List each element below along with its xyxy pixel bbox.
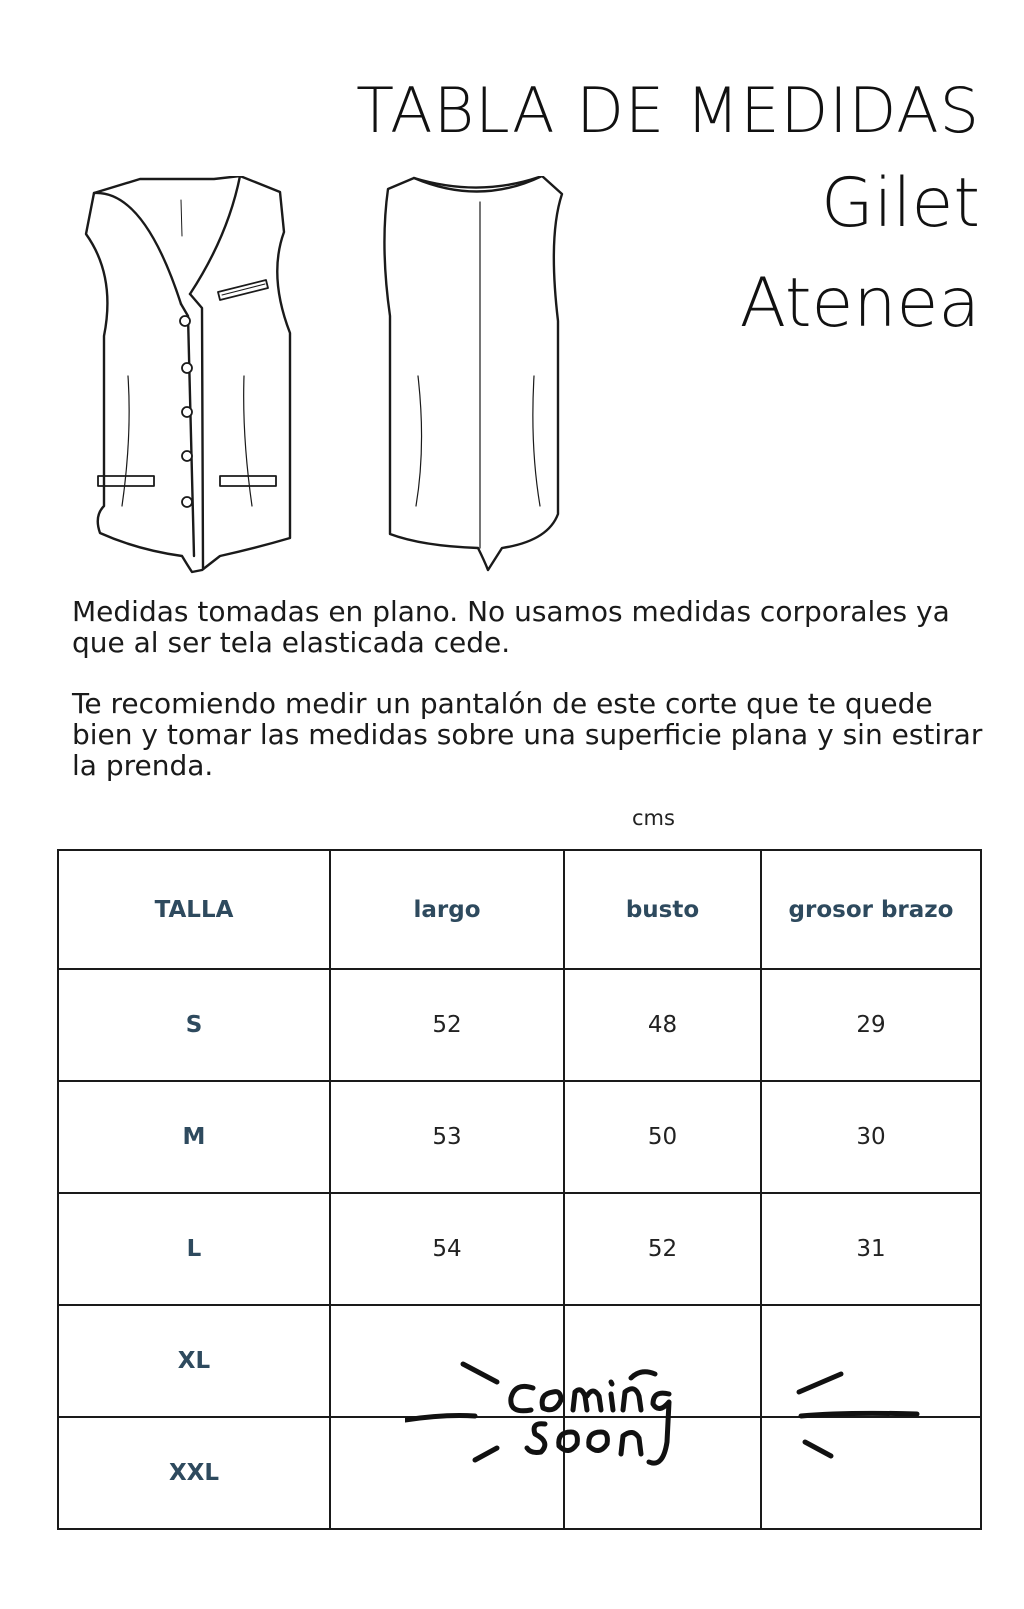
header-talla: TALLA [58, 850, 330, 969]
note-paragraph-1: Medidas tomadas en plano. No usamos medidas corporales ya que al ser tela elasticada cede. [72, 595, 950, 659]
table-row [58, 1193, 981, 1305]
page-title: TABLA DE MEDIDAS [356, 74, 980, 147]
size-cell: L [58, 1193, 330, 1305]
header-grosor-brazo: grosor brazo [761, 850, 981, 969]
grosor-cell: 30 [761, 1081, 981, 1193]
busto-cell: 48 [564, 969, 761, 1081]
size-cell: S [58, 969, 330, 1081]
vest-front-icon [78, 176, 318, 574]
measurement-notes [72, 596, 992, 781]
busto-cell: 50 [564, 1081, 761, 1193]
coming-soon-stamp [405, 1352, 925, 1502]
table-header-row [58, 850, 981, 969]
product-type: Gilet [821, 164, 980, 243]
vest-back-icon [380, 176, 595, 574]
largo-cell: 52 [330, 969, 564, 1081]
largo-cell: 54 [330, 1193, 564, 1305]
product-name: Atenea [739, 264, 980, 343]
size-cell: XXL [58, 1417, 330, 1529]
busto-cell: 52 [564, 1193, 761, 1305]
header-largo: largo [330, 850, 564, 969]
unit-label: cms [632, 806, 675, 830]
size-cell: M [58, 1081, 330, 1193]
table-row [58, 1081, 981, 1193]
header-busto: busto [564, 850, 761, 969]
largo-cell: 53 [330, 1081, 564, 1193]
grosor-cell: 31 [761, 1193, 981, 1305]
size-cell: XL [58, 1305, 330, 1417]
grosor-cell: 29 [761, 969, 981, 1081]
note-paragraph-2: Te recomiendo medir un pantalón de este corte que te quede bien y tomar las medidas sobre una superficie plana y sin estirar la prenda. [72, 687, 983, 782]
table-row [58, 969, 981, 1081]
